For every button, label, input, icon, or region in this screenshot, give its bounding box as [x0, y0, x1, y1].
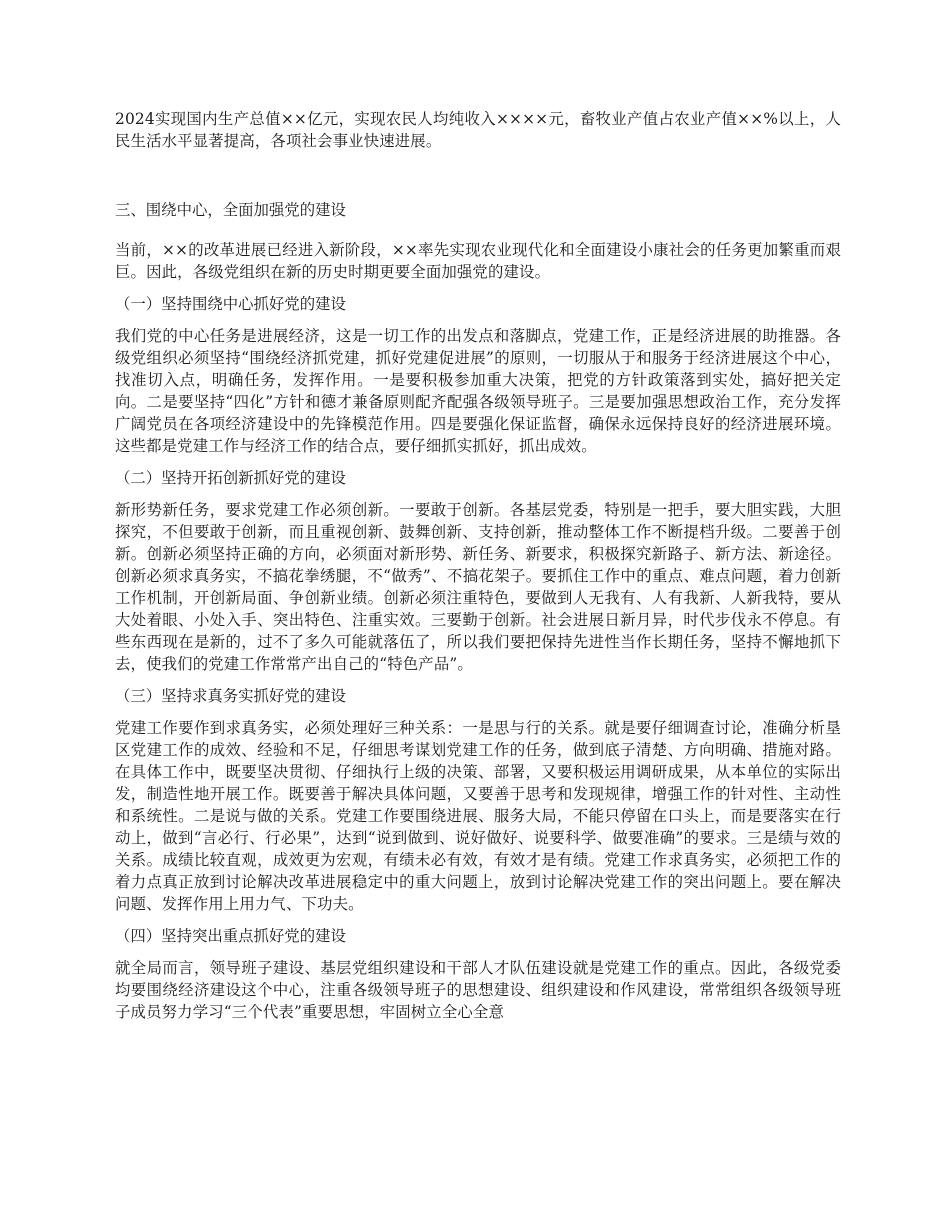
subsection-body: 我们党的中心任务是进展经济，这是一切工作的出发点和落脚点，党建工作，正是经济进展的助推器。各级党组织必须坚持“围绕经济抓党建，抓好党建促进展”的原则，一切服从于和服务于经济进展这个中心，找准切入点，明确任务，发挥作用。一是要积极参加重大决策，把党的方针政策落到实处，搞好把关定向。二是要坚持“四化”方针和德才兼备原则配齐配强各级领导班子。三是要加强思想政治工作，充分发挥广阔党员在各项经济建设中的先锋模范作用。四是要强化保证监督，确保永远保持良好的经济进展环境。这些都是党建工作与经济工作的结合点，要仔细抓实抓好，抓出成效。	[115, 327, 841, 455]
intro-paragraph: 2024实现国内生产总值××亿元，实现农民人均纯收入××××元，畜牧业产值占农业产值××%以上，人民生活水平显著提高，各项社会事业快速进展。	[115, 110, 841, 150]
subsection-heading: （一）坚持围绕中心抓好党的建设	[115, 295, 346, 313]
subsection-body: 新形势新任务，要求党建工作必须创新。一要敢于创新。各基层党委，特别是一把手，要大胆实践，大胆探究，不但要敢于创新，而且重视创新、鼓舞创新、支持创新，推动整体工作不断提档升级。二要善于创新。创新必须坚持正确的方向，必须面对新形势、新任务、新要求，积极探究新路子、新方法、新途径。创新必须求真务实，不搞花拳绣腿，不“做秀”、不搞花架子。要抓住工作中的重点、难点问题，着力创新工作机制，开创新局面、争创新业绩。创新必须注重特色，要做到人无我有、人有我新、人新我特，要从大处着眼、小处入手、突出特色、注重实效。三要勤于创新。社会进展日新月异，时代步伐永不停息。有些东西现在是新的，过不了多久可能就落伍了，所以我们要把保持先进性当作长期任务，坚持不懈地抓下去，使我们的党建工作常常产出自己的“特色产品”。	[115, 501, 841, 673]
document-page	[115, 108, 841, 1023]
lead-paragraph: 当前，××的改革进展已经进入新阶段，××率先实现农业现代化和全面建设小康社会的任务更加繁重而艰巨。因此，各级党组织在新的历史时期更要全面加强党的建设。	[115, 241, 841, 281]
subsection-heading: （二）坚持开拓创新抓好党的建设	[115, 469, 346, 487]
subsection-heading: （三）坚持求真务实抓好党的建设	[115, 687, 346, 705]
subsection-body: 党建工作要作到求真务实，必须处理好三种关系：一是思与行的关系。就是要仔细调查讨论，准确分析垦区党建工作的成效、经验和不足，仔细思考谋划党建工作的任务，做到底子清楚、方向明确、措施对路。在具体工作中，既要坚决贯彻、仔细执行上级的决策、部署，又要积极运用调研成果，从本单位的实际出发，制造性地开展工作。既要善于解决具体问题，又要善于思考和发现规律，增强工作的针对性、主动性和系统性。二是说与做的关系。党建工作要围绕进展、服务大局，不能只停留在口头上，而是要落实在行动上，做到“言必行、行必果”，达到“说到做到、说好做好、说要科学、做要准确”的要求。三是绩与效的关系。成绩比较直观，成效更为宏观，有绩未必有效，有效才是有绩。党建工作求真务实，必须把工作的着力点真正放到讨论解决改革进展稳定中的重大问题上，放到讨论解决党建工作的突出问题上。要在解决问题、发挥作用上用力气、下功夫。	[115, 719, 841, 913]
section-heading: 三、围绕中心，全面加强党的建设	[115, 201, 346, 219]
subsection-body: 就全局而言，领导班子建设、基层党组织建设和干部人才队伍建设就是党建工作的重点。因此，各级党委均要围绕经济建设这个中心，注重各级领导班子的思想建设、组织建设和作风建设，常常组织各级领导班子成员努力学习“三个代表”重要思想，牢固树立全心全意	[115, 959, 841, 1021]
subsection-heading: （四）坚持突出重点抓好党的建设	[115, 927, 346, 945]
